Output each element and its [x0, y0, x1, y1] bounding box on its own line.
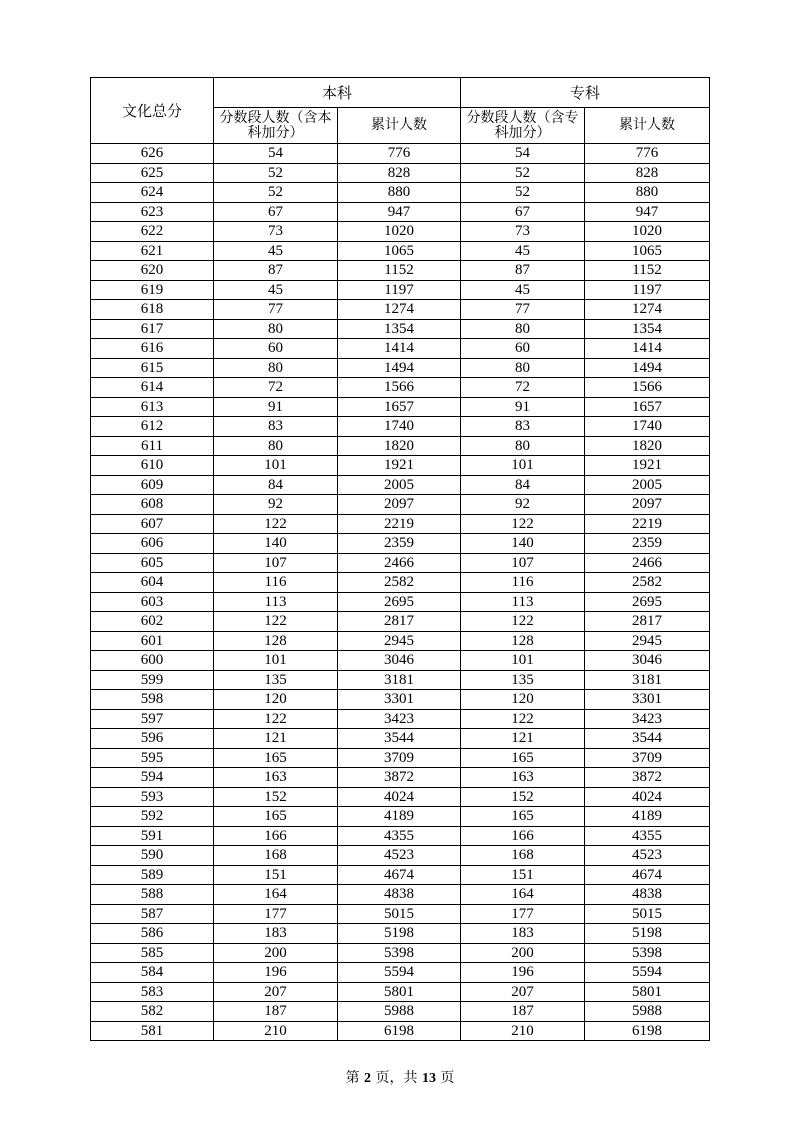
table-row [91, 885, 710, 905]
cell-zhuanke-cumulative: 880 [585, 183, 710, 203]
cell-zhuanke-cumulative: 2097 [585, 495, 710, 515]
cell-zhuanke-cumulative: 828 [585, 163, 710, 183]
table-row [91, 163, 710, 183]
cell-total-score: 598 [91, 690, 214, 710]
cell-zhuanke-count: 187 [461, 1002, 585, 1022]
cell-zhuanke-cumulative: 4674 [585, 865, 710, 885]
cell-zhuanke-cumulative: 5594 [585, 963, 710, 983]
table-row [91, 690, 710, 710]
cell-benke-cumulative: 1065 [338, 241, 461, 261]
cell-benke-count: 80 [214, 319, 338, 339]
cell-benke-cumulative: 3709 [338, 748, 461, 768]
cell-total-score: 624 [91, 183, 214, 203]
cell-zhuanke-cumulative: 1820 [585, 436, 710, 456]
cell-benke-count: 77 [214, 300, 338, 320]
cell-benke-cumulative: 2359 [338, 534, 461, 554]
table-row [91, 280, 710, 300]
cell-zhuanke-cumulative: 4355 [585, 826, 710, 846]
header-benke-cumulative: 累计人数 [338, 108, 461, 144]
table-row [91, 943, 710, 963]
cell-total-score: 603 [91, 592, 214, 612]
cell-benke-count: 52 [214, 183, 338, 203]
cell-benke-count: 121 [214, 729, 338, 749]
cell-total-score: 606 [91, 534, 214, 554]
cell-benke-cumulative: 3423 [338, 709, 461, 729]
cell-zhuanke-cumulative: 4838 [585, 885, 710, 905]
cell-total-score: 623 [91, 202, 214, 222]
header-group-benke: 本科 [214, 78, 461, 108]
table-row [91, 534, 710, 554]
footer-middle: 页，共 [375, 1070, 418, 1086]
table-row [91, 378, 710, 398]
cell-zhuanke-count: 207 [461, 982, 585, 1002]
table-row [91, 339, 710, 359]
cell-zhuanke-count: 54 [461, 144, 585, 164]
footer-prefix: 第 [345, 1070, 360, 1086]
cell-benke-count: 164 [214, 885, 338, 905]
cell-benke-cumulative: 4523 [338, 846, 461, 866]
table-row [91, 592, 710, 612]
cell-zhuanke-count: 210 [461, 1021, 585, 1041]
cell-benke-cumulative: 2817 [338, 612, 461, 632]
table-row [91, 787, 710, 807]
cell-zhuanke-cumulative: 3181 [585, 670, 710, 690]
cell-zhuanke-count: 80 [461, 358, 585, 378]
cell-zhuanke-count: 122 [461, 514, 585, 534]
cell-zhuanke-count: 73 [461, 222, 585, 242]
page-footer [0, 1067, 800, 1087]
cell-zhuanke-cumulative: 947 [585, 202, 710, 222]
cell-benke-count: 200 [214, 943, 338, 963]
cell-benke-cumulative: 4674 [338, 865, 461, 885]
cell-benke-cumulative: 5015 [338, 904, 461, 924]
cell-total-score: 625 [91, 163, 214, 183]
header-total-score: 文化总分 [91, 78, 214, 144]
cell-benke-count: 165 [214, 748, 338, 768]
cell-benke-cumulative: 1197 [338, 280, 461, 300]
cell-zhuanke-count: 92 [461, 495, 585, 515]
cell-zhuanke-cumulative: 1414 [585, 339, 710, 359]
cell-zhuanke-count: 83 [461, 417, 585, 437]
cell-benke-cumulative: 3046 [338, 651, 461, 671]
cell-total-score: 597 [91, 709, 214, 729]
cell-total-score: 614 [91, 378, 214, 398]
cell-total-score: 583 [91, 982, 214, 1002]
cell-benke-cumulative: 3544 [338, 729, 461, 749]
cell-benke-count: 116 [214, 573, 338, 593]
table-row [91, 826, 710, 846]
cell-total-score: 586 [91, 924, 214, 944]
cell-zhuanke-cumulative: 6198 [585, 1021, 710, 1041]
cell-benke-count: 60 [214, 339, 338, 359]
table-row [91, 475, 710, 495]
cell-zhuanke-cumulative: 1657 [585, 397, 710, 417]
cell-zhuanke-cumulative: 5988 [585, 1002, 710, 1022]
footer-page-number: 2 [364, 1071, 372, 1086]
cell-total-score: 592 [91, 807, 214, 827]
cell-benke-count: 92 [214, 495, 338, 515]
cell-benke-cumulative: 5398 [338, 943, 461, 963]
cell-zhuanke-count: 163 [461, 768, 585, 788]
table-row [91, 495, 710, 515]
cell-total-score: 593 [91, 787, 214, 807]
cell-benke-count: 168 [214, 846, 338, 866]
cell-zhuanke-count: 152 [461, 787, 585, 807]
cell-benke-cumulative: 1494 [338, 358, 461, 378]
cell-zhuanke-cumulative: 5398 [585, 943, 710, 963]
cell-zhuanke-cumulative: 2695 [585, 592, 710, 612]
cell-zhuanke-count: 122 [461, 709, 585, 729]
cell-total-score: 584 [91, 963, 214, 983]
cell-benke-cumulative: 828 [338, 163, 461, 183]
cell-zhuanke-count: 166 [461, 826, 585, 846]
cell-benke-count: 128 [214, 631, 338, 651]
cell-zhuanke-cumulative: 2005 [585, 475, 710, 495]
cell-benke-cumulative: 5594 [338, 963, 461, 983]
table-row [91, 963, 710, 983]
cell-zhuanke-cumulative: 776 [585, 144, 710, 164]
cell-total-score: 608 [91, 495, 214, 515]
cell-zhuanke-cumulative: 2359 [585, 534, 710, 554]
cell-zhuanke-count: 87 [461, 261, 585, 281]
cell-zhuanke-count: 164 [461, 885, 585, 905]
score-distribution-table [90, 77, 710, 1041]
cell-benke-count: 101 [214, 651, 338, 671]
table-row [91, 319, 710, 339]
cell-zhuanke-count: 84 [461, 475, 585, 495]
table-row [91, 456, 710, 476]
cell-benke-count: 72 [214, 378, 338, 398]
cell-zhuanke-count: 200 [461, 943, 585, 963]
cell-benke-count: 165 [214, 807, 338, 827]
cell-benke-cumulative: 880 [338, 183, 461, 203]
cell-total-score: 602 [91, 612, 214, 632]
table-row [91, 573, 710, 593]
table-row [91, 924, 710, 944]
cell-benke-count: 187 [214, 1002, 338, 1022]
table-row [91, 651, 710, 671]
cell-total-score: 617 [91, 319, 214, 339]
cell-benke-count: 183 [214, 924, 338, 944]
cell-benke-cumulative: 5988 [338, 1002, 461, 1022]
cell-total-score: 618 [91, 300, 214, 320]
cell-zhuanke-cumulative: 5198 [585, 924, 710, 944]
cell-benke-cumulative: 1820 [338, 436, 461, 456]
cell-zhuanke-count: 91 [461, 397, 585, 417]
cell-benke-cumulative: 2097 [338, 495, 461, 515]
cell-zhuanke-cumulative: 4024 [585, 787, 710, 807]
cell-benke-cumulative: 2005 [338, 475, 461, 495]
cell-zhuanke-count: 107 [461, 553, 585, 573]
cell-benke-count: 91 [214, 397, 338, 417]
cell-zhuanke-count: 116 [461, 573, 585, 593]
cell-benke-cumulative: 1657 [338, 397, 461, 417]
cell-total-score: 620 [91, 261, 214, 281]
cell-benke-count: 163 [214, 768, 338, 788]
table-header [91, 78, 710, 144]
cell-total-score: 591 [91, 826, 214, 846]
cell-total-score: 612 [91, 417, 214, 437]
cell-benke-cumulative: 6198 [338, 1021, 461, 1041]
cell-zhuanke-count: 121 [461, 729, 585, 749]
cell-benke-count: 122 [214, 709, 338, 729]
cell-benke-count: 87 [214, 261, 338, 281]
cell-total-score: 610 [91, 456, 214, 476]
cell-total-score: 605 [91, 553, 214, 573]
cell-zhuanke-cumulative: 1354 [585, 319, 710, 339]
table-row [91, 982, 710, 1002]
cell-benke-cumulative: 3301 [338, 690, 461, 710]
cell-total-score: 581 [91, 1021, 214, 1041]
table-row [91, 709, 710, 729]
cell-total-score: 601 [91, 631, 214, 651]
cell-zhuanke-count: 45 [461, 241, 585, 261]
cell-total-score: 616 [91, 339, 214, 359]
table-row [91, 631, 710, 651]
cell-zhuanke-count: 45 [461, 280, 585, 300]
cell-zhuanke-cumulative: 1020 [585, 222, 710, 242]
cell-total-score: 582 [91, 1002, 214, 1022]
cell-zhuanke-cumulative: 1921 [585, 456, 710, 476]
cell-zhuanke-cumulative: 5801 [585, 982, 710, 1002]
cell-zhuanke-count: 168 [461, 846, 585, 866]
cell-benke-cumulative: 1566 [338, 378, 461, 398]
cell-zhuanke-cumulative: 1494 [585, 358, 710, 378]
table-row [91, 612, 710, 632]
cell-zhuanke-count: 128 [461, 631, 585, 651]
cell-zhuanke-count: 140 [461, 534, 585, 554]
cell-benke-count: 45 [214, 241, 338, 261]
cell-zhuanke-count: 67 [461, 202, 585, 222]
cell-total-score: 611 [91, 436, 214, 456]
cell-total-score: 607 [91, 514, 214, 534]
table-row [91, 748, 710, 768]
cell-benke-count: 122 [214, 612, 338, 632]
cell-total-score: 626 [91, 144, 214, 164]
cell-zhuanke-cumulative: 1740 [585, 417, 710, 437]
table-row [91, 670, 710, 690]
table-row [91, 1002, 710, 1022]
footer-total-pages: 13 [421, 1071, 436, 1086]
header-benke-count: 分数段人数（含本科加分） [214, 108, 338, 144]
cell-zhuanke-count: 151 [461, 865, 585, 885]
cell-benke-count: 152 [214, 787, 338, 807]
cell-zhuanke-cumulative: 3423 [585, 709, 710, 729]
cell-zhuanke-cumulative: 2945 [585, 631, 710, 651]
cell-zhuanke-count: 52 [461, 183, 585, 203]
table-row [91, 222, 710, 242]
cell-benke-cumulative: 4838 [338, 885, 461, 905]
cell-zhuanke-cumulative: 2219 [585, 514, 710, 534]
cell-total-score: 599 [91, 670, 214, 690]
cell-benke-cumulative: 1921 [338, 456, 461, 476]
cell-zhuanke-count: 77 [461, 300, 585, 320]
cell-total-score: 622 [91, 222, 214, 242]
cell-zhuanke-count: 135 [461, 670, 585, 690]
cell-benke-count: 80 [214, 436, 338, 456]
cell-benke-count: 52 [214, 163, 338, 183]
cell-total-score: 604 [91, 573, 214, 593]
cell-total-score: 613 [91, 397, 214, 417]
table-row [91, 846, 710, 866]
cell-zhuanke-cumulative: 4523 [585, 846, 710, 866]
cell-benke-cumulative: 1020 [338, 222, 461, 242]
cell-benke-cumulative: 947 [338, 202, 461, 222]
cell-benke-count: 67 [214, 202, 338, 222]
cell-benke-cumulative: 2466 [338, 553, 461, 573]
cell-zhuanke-cumulative: 2582 [585, 573, 710, 593]
cell-benke-cumulative: 3872 [338, 768, 461, 788]
cell-zhuanke-count: 177 [461, 904, 585, 924]
cell-zhuanke-cumulative: 4189 [585, 807, 710, 827]
table-row [91, 729, 710, 749]
cell-benke-cumulative: 1274 [338, 300, 461, 320]
cell-total-score: 588 [91, 885, 214, 905]
cell-benke-cumulative: 4189 [338, 807, 461, 827]
cell-benke-count: 135 [214, 670, 338, 690]
header-group-zhuanke: 专科 [461, 78, 710, 108]
cell-zhuanke-cumulative: 5015 [585, 904, 710, 924]
cell-benke-cumulative: 4355 [338, 826, 461, 846]
table-row [91, 183, 710, 203]
cell-benke-count: 166 [214, 826, 338, 846]
cell-benke-count: 151 [214, 865, 338, 885]
table-row [91, 261, 710, 281]
cell-benke-count: 84 [214, 475, 338, 495]
cell-total-score: 609 [91, 475, 214, 495]
table-body [91, 144, 710, 1041]
cell-benke-cumulative: 2582 [338, 573, 461, 593]
cell-benke-count: 73 [214, 222, 338, 242]
table-row [91, 144, 710, 164]
cell-benke-count: 113 [214, 592, 338, 612]
cell-benke-cumulative: 2945 [338, 631, 461, 651]
cell-benke-cumulative: 4024 [338, 787, 461, 807]
cell-total-score: 587 [91, 904, 214, 924]
cell-zhuanke-count: 165 [461, 807, 585, 827]
cell-total-score: 600 [91, 651, 214, 671]
cell-benke-cumulative: 5198 [338, 924, 461, 944]
cell-benke-cumulative: 1414 [338, 339, 461, 359]
cell-total-score: 594 [91, 768, 214, 788]
cell-benke-cumulative: 1152 [338, 261, 461, 281]
cell-benke-cumulative: 2695 [338, 592, 461, 612]
table-row [91, 202, 710, 222]
table-row [91, 417, 710, 437]
cell-benke-cumulative: 1740 [338, 417, 461, 437]
cell-zhuanke-count: 165 [461, 748, 585, 768]
cell-benke-count: 45 [214, 280, 338, 300]
cell-benke-cumulative: 776 [338, 144, 461, 164]
cell-benke-cumulative: 3181 [338, 670, 461, 690]
cell-benke-count: 196 [214, 963, 338, 983]
cell-total-score: 585 [91, 943, 214, 963]
cell-benke-count: 210 [214, 1021, 338, 1041]
table-row [91, 436, 710, 456]
cell-benke-cumulative: 2219 [338, 514, 461, 534]
cell-zhuanke-count: 60 [461, 339, 585, 359]
cell-total-score: 619 [91, 280, 214, 300]
header-zhuanke-cumulative: 累计人数 [585, 108, 710, 144]
table-row [91, 904, 710, 924]
cell-zhuanke-cumulative: 3872 [585, 768, 710, 788]
cell-total-score: 621 [91, 241, 214, 261]
cell-zhuanke-count: 101 [461, 456, 585, 476]
cell-zhuanke-count: 122 [461, 612, 585, 632]
cell-zhuanke-count: 80 [461, 436, 585, 456]
header-zhuanke-count: 分数段人数（含专科加分） [461, 108, 585, 144]
cell-zhuanke-count: 113 [461, 592, 585, 612]
cell-total-score: 595 [91, 748, 214, 768]
cell-benke-count: 140 [214, 534, 338, 554]
cell-benke-count: 177 [214, 904, 338, 924]
cell-benke-count: 207 [214, 982, 338, 1002]
cell-zhuanke-cumulative: 1065 [585, 241, 710, 261]
cell-zhuanke-cumulative: 1197 [585, 280, 710, 300]
cell-zhuanke-count: 183 [461, 924, 585, 944]
cell-benke-count: 122 [214, 514, 338, 534]
cell-zhuanke-cumulative: 3709 [585, 748, 710, 768]
cell-total-score: 615 [91, 358, 214, 378]
cell-benke-count: 120 [214, 690, 338, 710]
cell-zhuanke-count: 101 [461, 651, 585, 671]
table-row [91, 241, 710, 261]
cell-zhuanke-cumulative: 3544 [585, 729, 710, 749]
cell-benke-cumulative: 1354 [338, 319, 461, 339]
table-row [91, 768, 710, 788]
table-row [91, 807, 710, 827]
table-row [91, 397, 710, 417]
cell-total-score: 589 [91, 865, 214, 885]
cell-zhuanke-cumulative: 1566 [585, 378, 710, 398]
cell-zhuanke-cumulative: 2817 [585, 612, 710, 632]
cell-zhuanke-count: 196 [461, 963, 585, 983]
cell-benke-count: 83 [214, 417, 338, 437]
table-row [91, 1021, 710, 1041]
cell-benke-count: 101 [214, 456, 338, 476]
table-row [91, 514, 710, 534]
cell-total-score: 596 [91, 729, 214, 749]
cell-zhuanke-count: 72 [461, 378, 585, 398]
footer-suffix: 页 [440, 1070, 455, 1086]
cell-zhuanke-count: 80 [461, 319, 585, 339]
cell-zhuanke-count: 52 [461, 163, 585, 183]
cell-benke-count: 107 [214, 553, 338, 573]
cell-benke-count: 80 [214, 358, 338, 378]
cell-zhuanke-cumulative: 1152 [585, 261, 710, 281]
cell-zhuanke-cumulative: 3301 [585, 690, 710, 710]
cell-zhuanke-count: 120 [461, 690, 585, 710]
table-row [91, 358, 710, 378]
table-row [91, 300, 710, 320]
table-row [91, 865, 710, 885]
cell-zhuanke-cumulative: 1274 [585, 300, 710, 320]
cell-total-score: 590 [91, 846, 214, 866]
cell-zhuanke-cumulative: 2466 [585, 553, 710, 573]
cell-benke-count: 54 [214, 144, 338, 164]
cell-zhuanke-cumulative: 3046 [585, 651, 710, 671]
table-row [91, 553, 710, 573]
cell-benke-cumulative: 5801 [338, 982, 461, 1002]
